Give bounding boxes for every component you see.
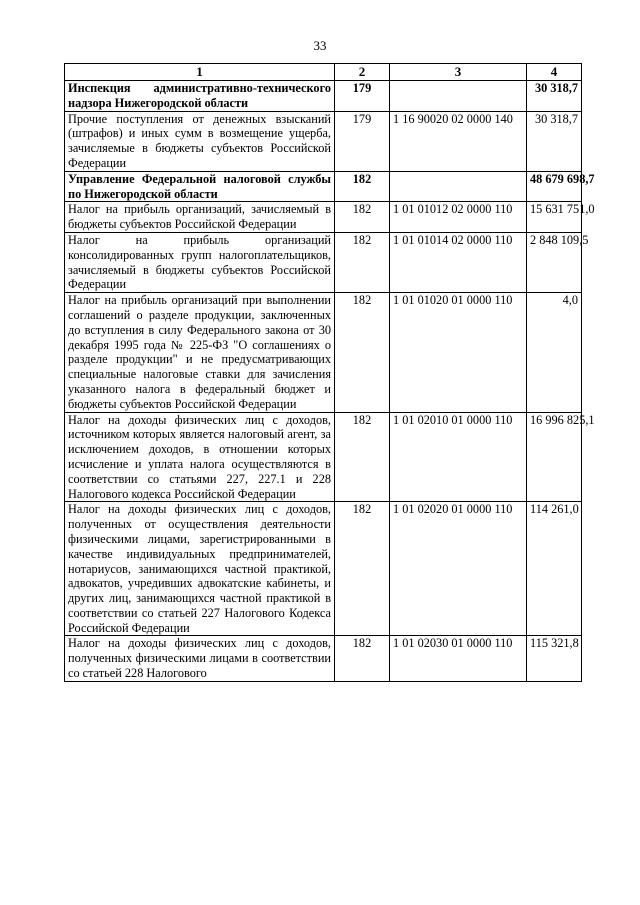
row-kbk-cell: 1 01 02030 01 0000 110 xyxy=(390,636,527,681)
row-name-cell: Налог на доходы физических лиц с доходов, источником которых является налоговый агент, за исключением доходов, в отношении которых исчисление и уплата налога осуществляются в соответствии со статьями 227, 227.1 и 228 Налогового кодекса Российской Федерации xyxy=(65,412,335,502)
row-name-cell: Налог на прибыль организаций консолидированных групп налогоплательщиков, зачисляемый в бюджеты субъектов Российской Федерации xyxy=(65,232,335,292)
row-amount-cell: 15 631 751,0 xyxy=(527,202,582,233)
row-kbk-cell: 1 01 01014 02 0000 110 xyxy=(390,232,527,292)
row-amount-cell: 30 318,7 xyxy=(527,111,582,171)
column-header-4: 4 xyxy=(527,64,582,81)
table-row xyxy=(65,111,582,171)
table-row xyxy=(65,412,582,502)
row-kbk-cell xyxy=(390,171,527,202)
row-code-cell: 182 xyxy=(335,502,390,636)
row-kbk-cell xyxy=(390,81,527,112)
table-row xyxy=(65,171,582,202)
budget-table xyxy=(64,63,595,682)
column-header-2: 2 xyxy=(335,64,390,81)
table-row xyxy=(65,293,582,412)
row-code-cell: 182 xyxy=(335,412,390,502)
row-name-cell: Налог на доходы физических лиц с доходов, полученных от осуществления деятельности физическими лицами, зарегистрированными в качестве индивидуальных предпринимателей, нотариусов, занимающихся частной практикой, адвокатов, учредивших адвокатские кабинеты, и других лиц, занимающихся частной практикой в соответствии со статьей 227 Налогового Кодекса Российской Федерации xyxy=(65,502,335,636)
row-kbk-cell: 1 01 02010 01 0000 110 xyxy=(390,412,527,502)
column-header-1: 1 xyxy=(65,64,335,81)
row-name-cell: Налог на прибыль организаций, зачисляемый в бюджеты субъектов Российской Федерации xyxy=(65,202,335,233)
table-row xyxy=(65,202,582,233)
row-name-cell: Налог на прибыль организаций при выполнении соглашений о разделе продукции, заключенных до вступления в силу Федерального закона от 30 декабря 1995 года № 225-ФЗ "О соглашениях о разделе продукции" и не предусматривающих специальные налоговые ставки для зачисления указанного налога в федеральный бюджет и бюджеты субъектов Российской Федерации xyxy=(65,293,335,412)
row-name-cell: Инспекция административно-технического надзора Нижегородской области xyxy=(65,81,335,112)
row-amount-cell: 114 261,0 xyxy=(527,502,582,636)
row-code-cell: 179 xyxy=(335,111,390,171)
row-name-cell: Управление Федеральной налоговой службы по Нижегородской области xyxy=(65,171,335,202)
row-code-cell: 182 xyxy=(335,636,390,681)
row-amount-cell: 115 321,8 xyxy=(527,636,582,681)
row-code-cell: 179 xyxy=(335,81,390,112)
row-name-cell: Прочие поступления от денежных взысканий (штрафов) и иных сумм в возмещение ущерба, зачисляемые в бюджеты субъектов Российской Федерации xyxy=(65,111,335,171)
row-kbk-cell: 1 16 90020 02 0000 140 xyxy=(390,111,527,171)
row-amount-cell: 4,0 xyxy=(527,293,582,412)
table-row xyxy=(65,636,582,681)
row-kbk-cell: 1 01 01012 02 0000 110 xyxy=(390,202,527,233)
row-name-cell: Налог на доходы физических лиц с доходов, полученных физическими лицами в соответствии со статьей 228 Налогового xyxy=(65,636,335,681)
row-code-cell: 182 xyxy=(335,171,390,202)
row-kbk-cell: 1 01 02020 01 0000 110 xyxy=(390,502,527,636)
row-amount-cell: 48 679 698,7 xyxy=(527,171,582,202)
row-amount-cell: 16 996 825,1 xyxy=(527,412,582,502)
page-number: 33 xyxy=(313,38,327,53)
row-code-cell: 182 xyxy=(335,293,390,412)
row-code-cell: 182 xyxy=(335,232,390,292)
table-header-row xyxy=(65,64,582,81)
row-amount-cell: 30 318,7 xyxy=(527,81,582,112)
table-row xyxy=(65,502,582,636)
column-header-3: 3 xyxy=(390,64,527,81)
row-kbk-cell: 1 01 01020 01 0000 110 xyxy=(390,293,527,412)
table-row xyxy=(65,232,582,292)
row-amount-cell: 2 848 109,5 xyxy=(527,232,582,292)
table-row xyxy=(65,81,582,112)
row-code-cell: 182 xyxy=(335,202,390,233)
